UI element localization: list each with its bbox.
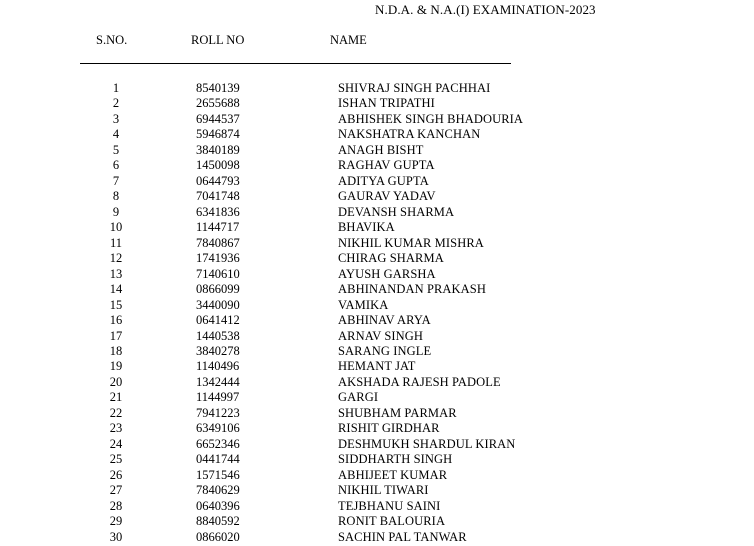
roll-number-cell: 7041748 xyxy=(196,189,240,204)
table-row xyxy=(0,220,754,235)
candidate-name-cell: GARGI xyxy=(338,390,379,405)
roll-number-cell: 7840867 xyxy=(196,235,240,250)
roll-number-cell: 1741936 xyxy=(196,251,240,266)
serial-number-cell: 17 xyxy=(109,328,123,343)
serial-number-cell: 22 xyxy=(109,405,123,420)
candidate-name-cell: ISHAN TRIPATHI xyxy=(338,96,435,111)
table-row xyxy=(0,267,754,282)
candidate-name-cell: AKSHADA RAJESH PADOLE xyxy=(338,374,501,389)
roll-number-cell: 6341836 xyxy=(196,204,240,219)
roll-number-cell: 1140496 xyxy=(196,359,240,374)
serial-number-cell: 27 xyxy=(109,483,123,498)
candidate-name-cell: DESHMUKH SHARDUL KIRAN xyxy=(338,436,516,451)
candidate-name-cell: HEMANT JAT xyxy=(338,359,416,374)
table-row xyxy=(0,375,754,390)
serial-number-cell: 29 xyxy=(109,514,123,529)
serial-number-cell: 24 xyxy=(109,436,123,451)
roll-number-cell: 0640396 xyxy=(196,498,240,513)
roll-number-cell: 1450098 xyxy=(196,158,240,173)
candidate-name-cell: ABHINAV ARYA xyxy=(338,313,431,328)
serial-number-cell: 23 xyxy=(109,421,123,436)
candidate-name-cell: SIDDHARTH SINGH xyxy=(338,452,453,467)
serial-number-cell: 19 xyxy=(109,359,123,374)
serial-number-cell: 13 xyxy=(109,266,123,281)
candidate-name-cell: NAKSHATRA KANCHAN xyxy=(338,127,481,142)
serial-number-cell: 5 xyxy=(112,142,120,157)
roll-number-cell: 1571546 xyxy=(196,467,240,482)
column-header-roll-no: ROLL NO xyxy=(191,33,245,47)
candidate-name-cell: RISHIT GIRDHAR xyxy=(338,421,440,436)
table-row xyxy=(0,127,754,142)
column-header-sno: S.NO. xyxy=(96,33,128,47)
table-row xyxy=(0,514,754,529)
table-row xyxy=(0,468,754,483)
roll-number-cell: 1342444 xyxy=(196,374,240,389)
candidate-name-cell: NIKHIL TIWARI xyxy=(338,483,429,498)
roll-number-cell: 0644793 xyxy=(196,173,240,188)
serial-number-cell: 3 xyxy=(112,111,120,126)
roll-number-cell: 6652346 xyxy=(196,436,240,451)
table-row xyxy=(0,282,754,297)
roll-number-cell: 3840278 xyxy=(196,343,240,358)
candidate-name-cell: GAURAV YADAV xyxy=(338,189,436,204)
roll-number-cell: 1144717 xyxy=(196,220,240,235)
serial-number-cell: 4 xyxy=(112,127,120,142)
serial-number-cell: 15 xyxy=(109,297,123,312)
roll-number-cell: 1440538 xyxy=(196,328,240,343)
table-row xyxy=(0,329,754,344)
roll-number-cell: 7941223 xyxy=(196,405,240,420)
serial-number-cell: 25 xyxy=(109,452,123,467)
serial-number-cell: 26 xyxy=(109,467,123,482)
candidate-name-cell: SACHIN PAL TANWAR xyxy=(338,529,467,544)
serial-number-cell: 9 xyxy=(112,204,120,219)
roll-number-cell: 0866099 xyxy=(196,282,240,297)
candidate-name-cell: SHIVRAJ SINGH PACHHAI xyxy=(338,81,491,95)
roll-number-cell: 1144997 xyxy=(196,390,240,405)
roll-number-cell: 2655688 xyxy=(196,96,240,111)
candidate-name-cell: RONIT BALOURIA xyxy=(338,514,446,529)
serial-number-cell: 6 xyxy=(112,158,120,173)
table-row xyxy=(0,530,754,545)
candidate-name-cell: ADITYA GUPTA xyxy=(338,173,429,188)
table-row xyxy=(0,81,754,96)
header-divider xyxy=(80,63,511,64)
table-row xyxy=(0,421,754,436)
table-row xyxy=(0,96,754,111)
roll-number-cell: 0641412 xyxy=(196,313,240,328)
table-row xyxy=(0,406,754,421)
table-row xyxy=(0,390,754,405)
table-row xyxy=(0,112,754,127)
table-row xyxy=(0,313,754,328)
table-row xyxy=(0,236,754,251)
table-row xyxy=(0,437,754,452)
results-table-body xyxy=(0,81,754,545)
candidate-name-cell: VAMIKA xyxy=(338,297,389,312)
table-row xyxy=(0,205,754,220)
roll-number-cell: 0441744 xyxy=(196,452,240,467)
roll-number-cell: 8840592 xyxy=(196,514,240,529)
candidate-name-cell: SHUBHAM PARMAR xyxy=(338,405,457,420)
table-row xyxy=(0,359,754,374)
candidate-name-cell: ABHISHEK SINGH BHADOURIA xyxy=(338,111,524,126)
table-row xyxy=(0,483,754,498)
serial-number-cell: 8 xyxy=(112,189,120,204)
roll-number-cell: 0866020 xyxy=(196,529,240,544)
table-row xyxy=(0,298,754,313)
table-row xyxy=(0,452,754,467)
candidate-name-cell: ARNAV SINGH xyxy=(338,328,424,343)
table-row xyxy=(0,499,754,514)
roll-number-cell: 3840189 xyxy=(196,142,240,157)
candidate-name-cell: ABHIJEET KUMAR xyxy=(338,467,448,482)
serial-number-cell: 10 xyxy=(109,220,123,235)
serial-number-cell: 18 xyxy=(109,343,123,358)
serial-number-cell: 1 xyxy=(112,81,120,95)
serial-number-cell: 21 xyxy=(109,390,123,405)
table-row xyxy=(0,251,754,266)
roll-number-cell: 6944537 xyxy=(196,111,240,126)
table-row xyxy=(0,143,754,158)
serial-number-cell: 7 xyxy=(112,173,120,188)
table-row xyxy=(0,158,754,173)
serial-number-cell: 14 xyxy=(109,282,123,297)
candidate-name-cell: TEJBHANU SAINI xyxy=(338,498,441,513)
candidate-name-cell: NIKHIL KUMAR MISHRA xyxy=(338,235,484,250)
serial-number-cell: 20 xyxy=(109,374,123,389)
table-row xyxy=(0,189,754,204)
candidate-name-cell: ANAGH BISHT xyxy=(338,142,424,157)
serial-number-cell: 12 xyxy=(109,251,123,266)
serial-number-cell: 30 xyxy=(109,529,123,544)
candidate-name-cell: SARANG INGLE xyxy=(338,343,432,358)
candidate-name-cell: ABHINANDAN PRAKASH xyxy=(338,282,486,297)
roll-number-cell: 8540139 xyxy=(196,81,240,95)
serial-number-cell: 2 xyxy=(112,96,120,111)
roll-number-cell: 6349106 xyxy=(196,421,240,436)
column-header-name: NAME xyxy=(330,33,367,47)
roll-number-cell: 7140610 xyxy=(196,266,240,281)
table-row xyxy=(0,174,754,189)
candidate-name-cell: CHIRAG SHARMA xyxy=(338,251,444,266)
candidate-name-cell: BHAVIKA xyxy=(338,220,395,235)
serial-number-cell: 16 xyxy=(109,313,123,328)
serial-number-cell: 11 xyxy=(109,235,123,250)
page-title: N.D.A. & N.A.(I) EXAMINATION-2023 xyxy=(375,2,596,17)
roll-number-cell: 3440090 xyxy=(196,297,240,312)
candidate-name-cell: DEVANSH SHARMA xyxy=(338,204,455,219)
serial-number-cell: 28 xyxy=(109,498,123,513)
roll-number-cell: 5946874 xyxy=(196,127,240,142)
roll-number-cell: 7840629 xyxy=(196,483,240,498)
candidate-name-cell: AYUSH GARSHA xyxy=(338,266,436,281)
candidate-name-cell: RAGHAV GUPTA xyxy=(338,158,435,173)
table-row xyxy=(0,344,754,359)
